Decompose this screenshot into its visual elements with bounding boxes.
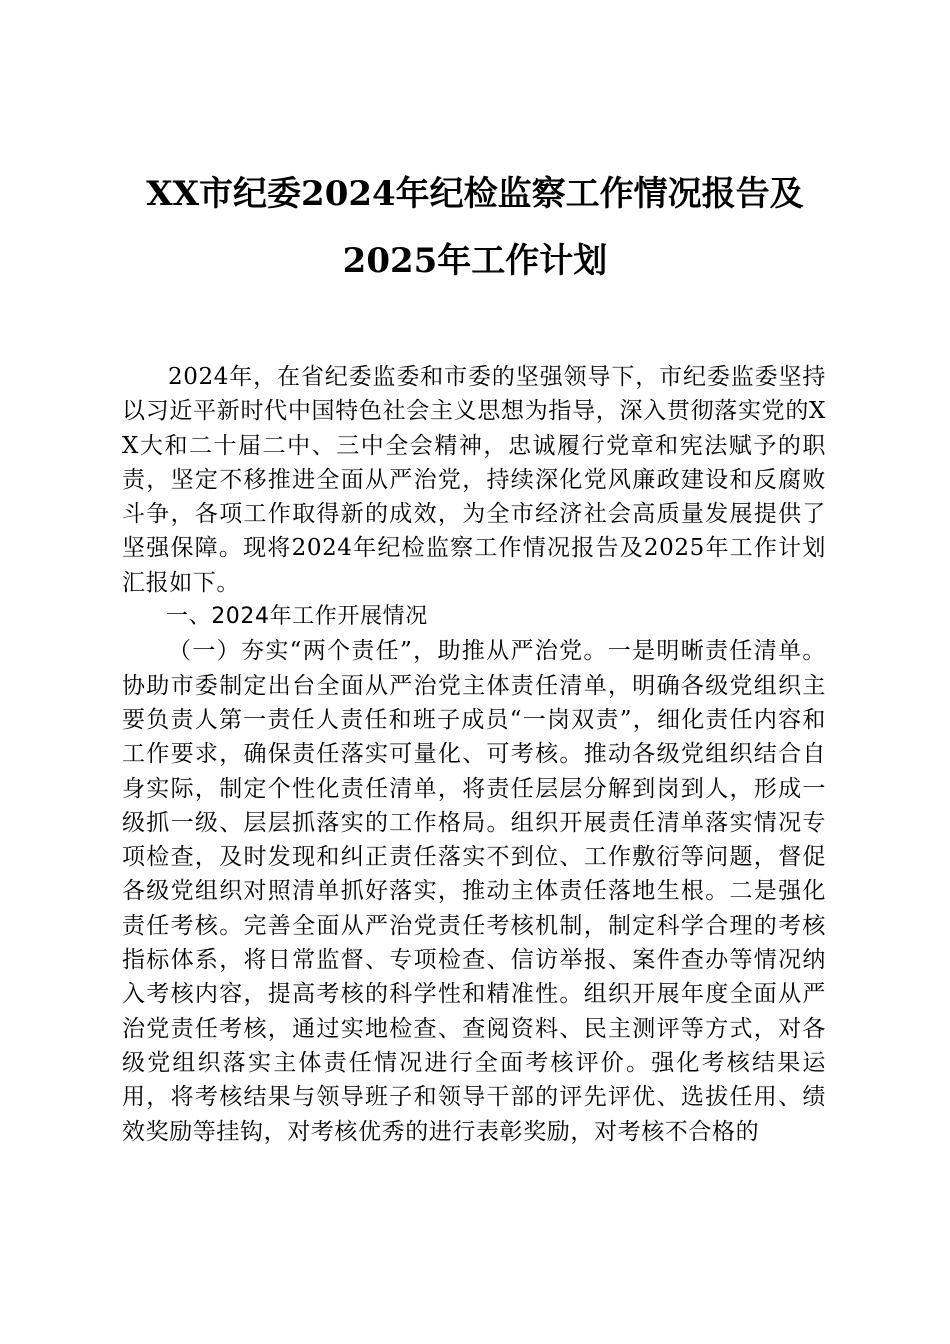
document-title-line-1: XX市纪委2024年纪检监察工作情况报告及 bbox=[146, 174, 804, 214]
section-1-heading: 一、2024年工作开展情况 bbox=[166, 604, 428, 630]
intro-paragraph: 2024年，在省纪委监委和市委的坚强领导下，市纪委监委坚持以习近平新时代中国特色社会主义思想为指导，深入贯彻落实党的XX大和二十届二中、三中全会精神，忠诚履行党章和宪法赋予的职责，坚定不移推进全面从严治党，持续深化党风廉政建设和反腐败斗争，各项工作取得新的成效，为全市经济社会高质量发展提供了坚强保障。现将2024年纪检监察工作情况报告及2025年工作计划汇报如下。 bbox=[122, 364, 826, 596]
document-body bbox=[122, 360, 826, 1149]
document-title-line-2: 2025年工作计划 bbox=[342, 241, 608, 281]
section-1-paragraph-1: （一）夯实“两个责任”，助推从严治党。一是明晰责任清单。协助市委制定出台全面从严治党主体责任清单，明确各级党组织主要负责人第一责任人责任和班子成员“一岗双责”，细化责任内容和工作要求，确保责任落实可量化、可考核。推动各级党组织结合自身实际，制定个性化责任清单，将责任层层分解到岗到人，形成一级抓一级、层层抓落实的工作格局。组织开展责任清单落实情况专项检查，及时发现和纠正责任落实不到位、工作敷衍等问题，督促各级党组织对照清单抓好落实，推动主体责任落地生根。二是强化责任考核。完善全面从严治党责任考核机制，制定科学合理的考核指标体系，将日常监督、专项检查、信访举报、案件查办等情况纳入考核内容，提高考核的科学性和精准性。组织开展年度全面从严治党责任考核，通过实地检查、查阅资料、民主测评等方式，对各级党组织落实主体责任情况进行全面考核评价。强化考核结果运用，将考核结果与领导班子和领导干部的评先评优、选拔任用、绩效奖励等挂钩，对考核优秀的进行表彰奖励，对考核不合格的 bbox=[122, 638, 826, 1145]
